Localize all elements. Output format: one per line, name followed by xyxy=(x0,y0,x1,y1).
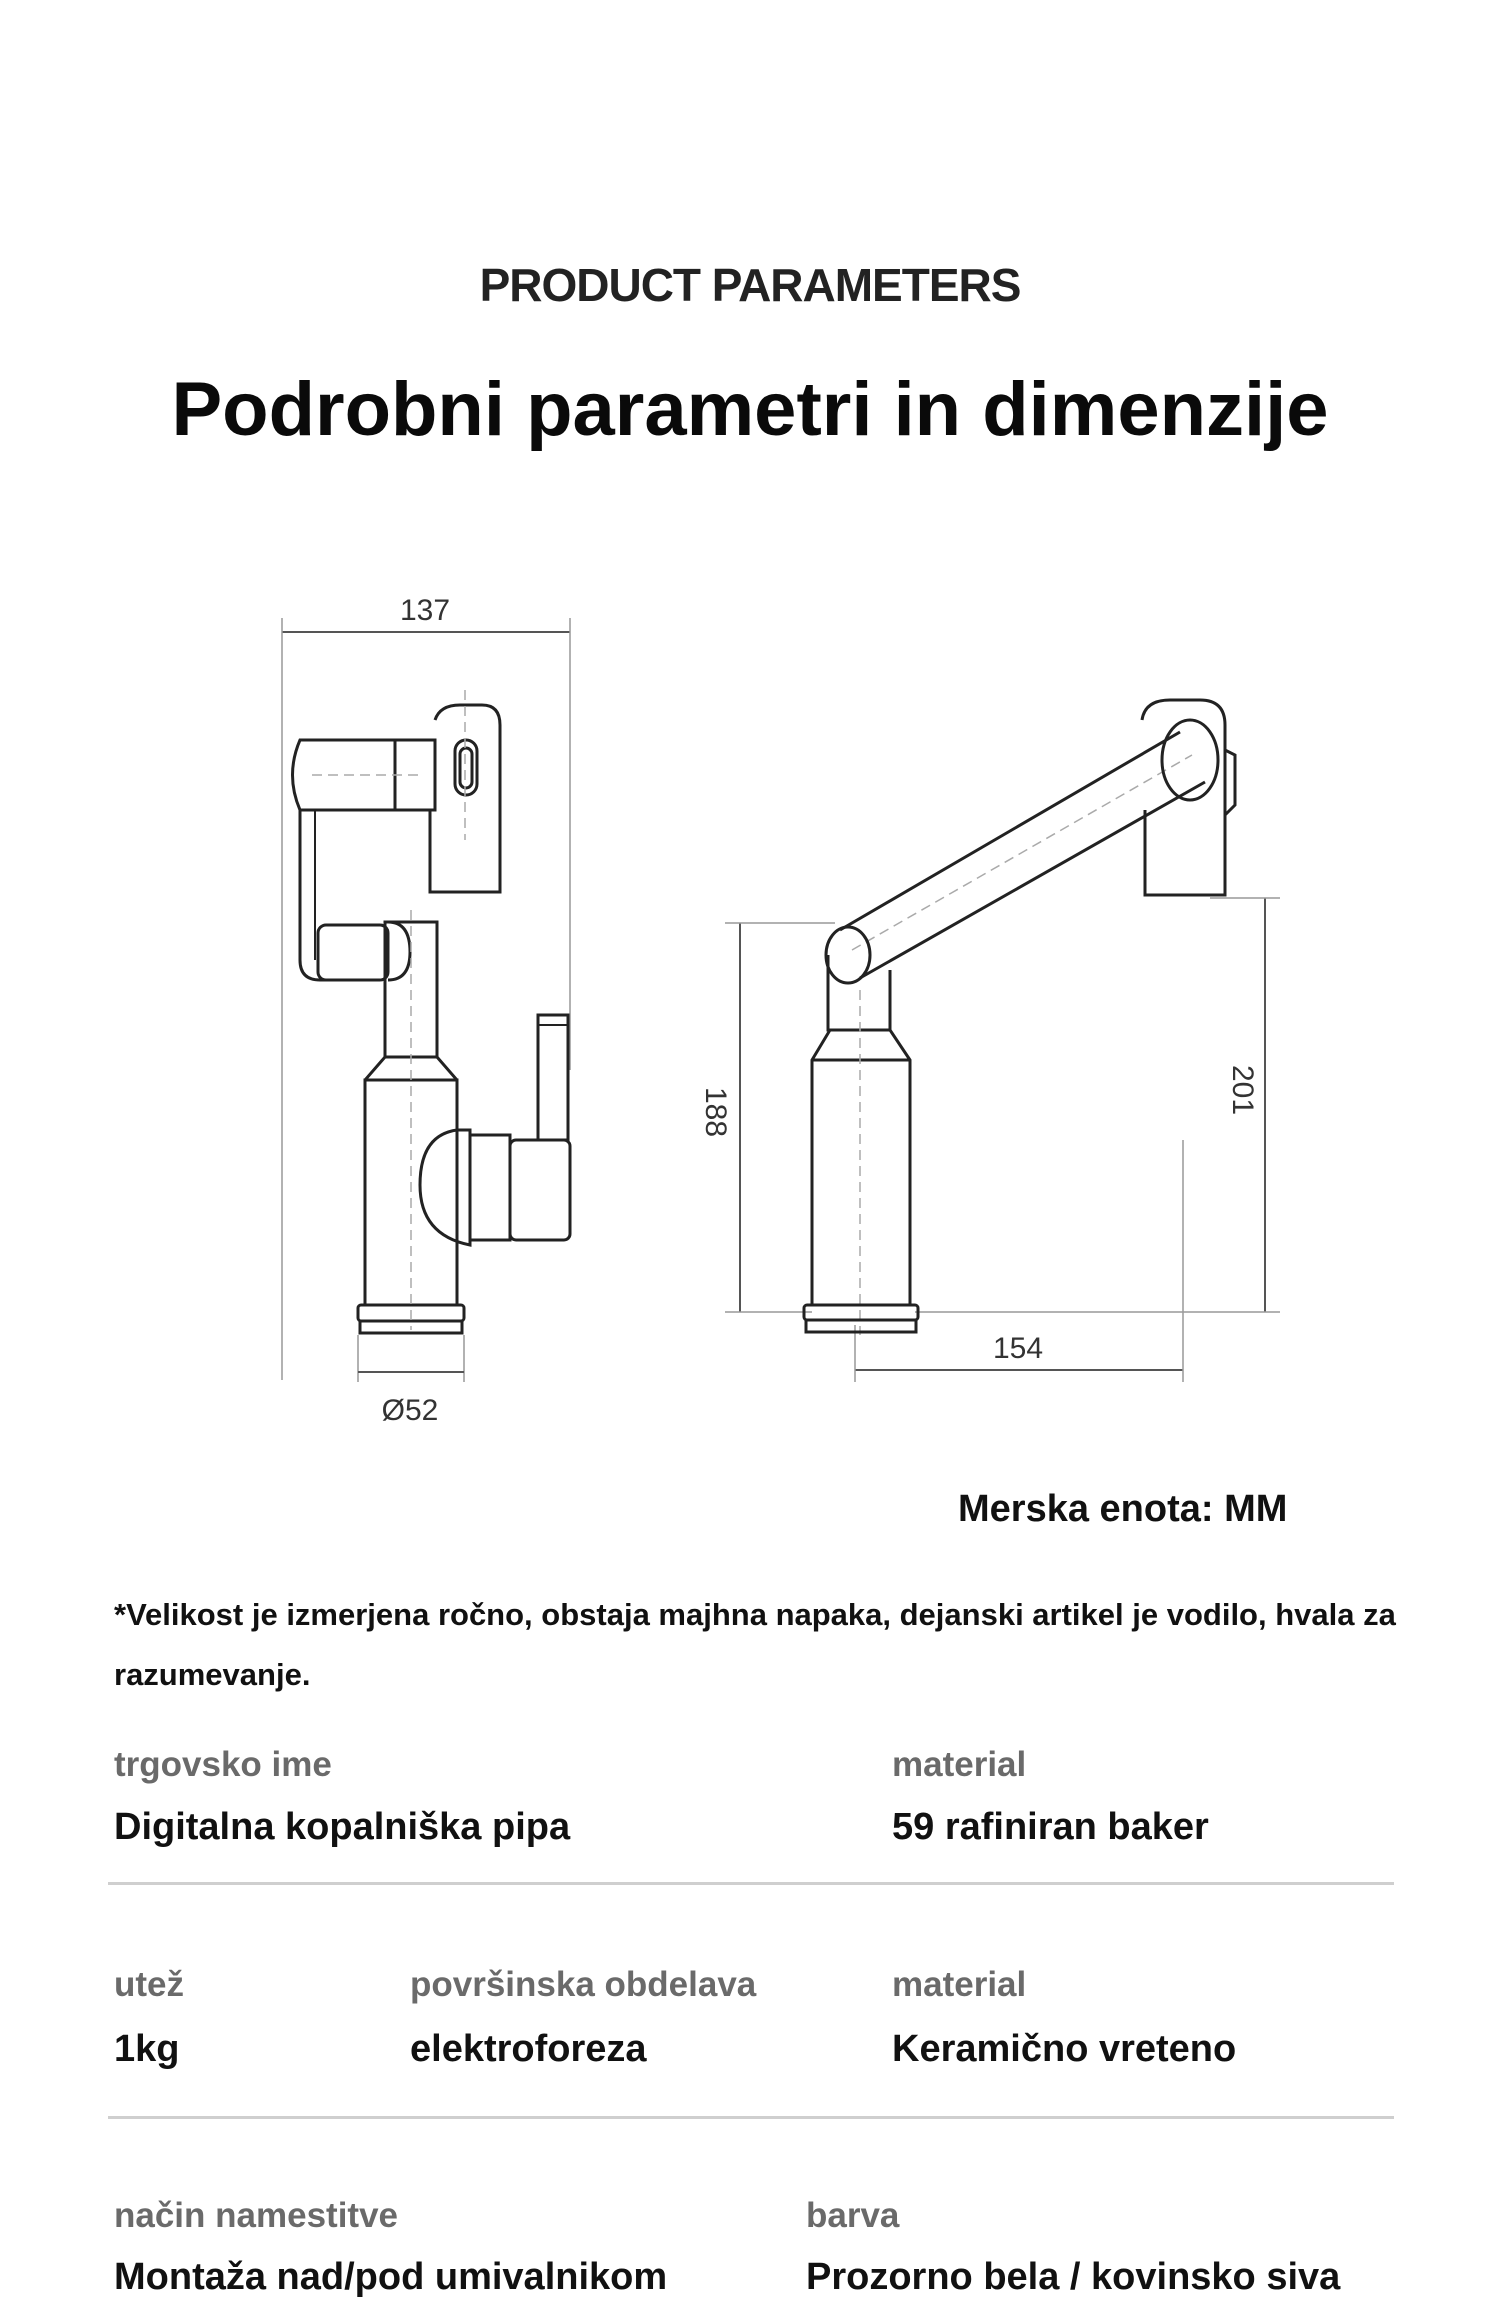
spec-label-trade-name: trgovsko ime xyxy=(114,1745,332,1784)
spec-label-material-2: material xyxy=(892,1965,1027,2004)
divider xyxy=(108,2116,1394,2119)
spec-value-surface-finish: elektroforeza xyxy=(410,2028,647,2070)
spec-label-color: barva xyxy=(806,2196,900,2235)
dim-height-left: 188 xyxy=(699,1086,732,1138)
spec-value-color: Prozorno bela / kovinsko siva xyxy=(806,2256,1341,2298)
faucet-front-view xyxy=(282,618,570,1382)
dim-reach: 154 xyxy=(992,1332,1044,1365)
dim-width-top: 137 xyxy=(399,594,451,627)
spec-label-installation: način namestitve xyxy=(114,2196,398,2235)
dim-base-diameter: Ø52 xyxy=(381,1394,439,1427)
eyebrow-heading: PRODUCT PARAMETERS xyxy=(479,259,1021,311)
dim-height-right: 201 xyxy=(1226,1064,1259,1116)
unit-label: Merska enota: MM xyxy=(958,1488,1288,1530)
spec-value-material-2: Keramično vreteno xyxy=(892,2028,1237,2070)
faucet-dimension-drawing xyxy=(0,560,1500,1430)
faucet-side-view xyxy=(725,700,1280,1382)
spec-value-trade-name: Digitalna kopalniška pipa xyxy=(114,1806,571,1848)
page-title: Podrobni parametri in dimenzije xyxy=(171,367,1329,452)
spec-value-installation: Montaža nad/pod umivalnikom xyxy=(114,2256,668,2298)
divider xyxy=(108,1882,1394,1885)
spec-label-material: material xyxy=(892,1745,1027,1784)
spec-label-surface-finish: površinska obdelava xyxy=(410,1965,757,2004)
spec-value-weight: 1kg xyxy=(114,2028,180,2070)
measurement-note: *Velikost je izmerjena ročno, obstaja majhna napaka, dejanski artikel je vodilo, hvala za razumevanje. xyxy=(114,1597,1396,1692)
spec-label-weight: utež xyxy=(114,1965,184,2004)
spec-value-material: 59 rafiniran baker xyxy=(892,1806,1209,1848)
